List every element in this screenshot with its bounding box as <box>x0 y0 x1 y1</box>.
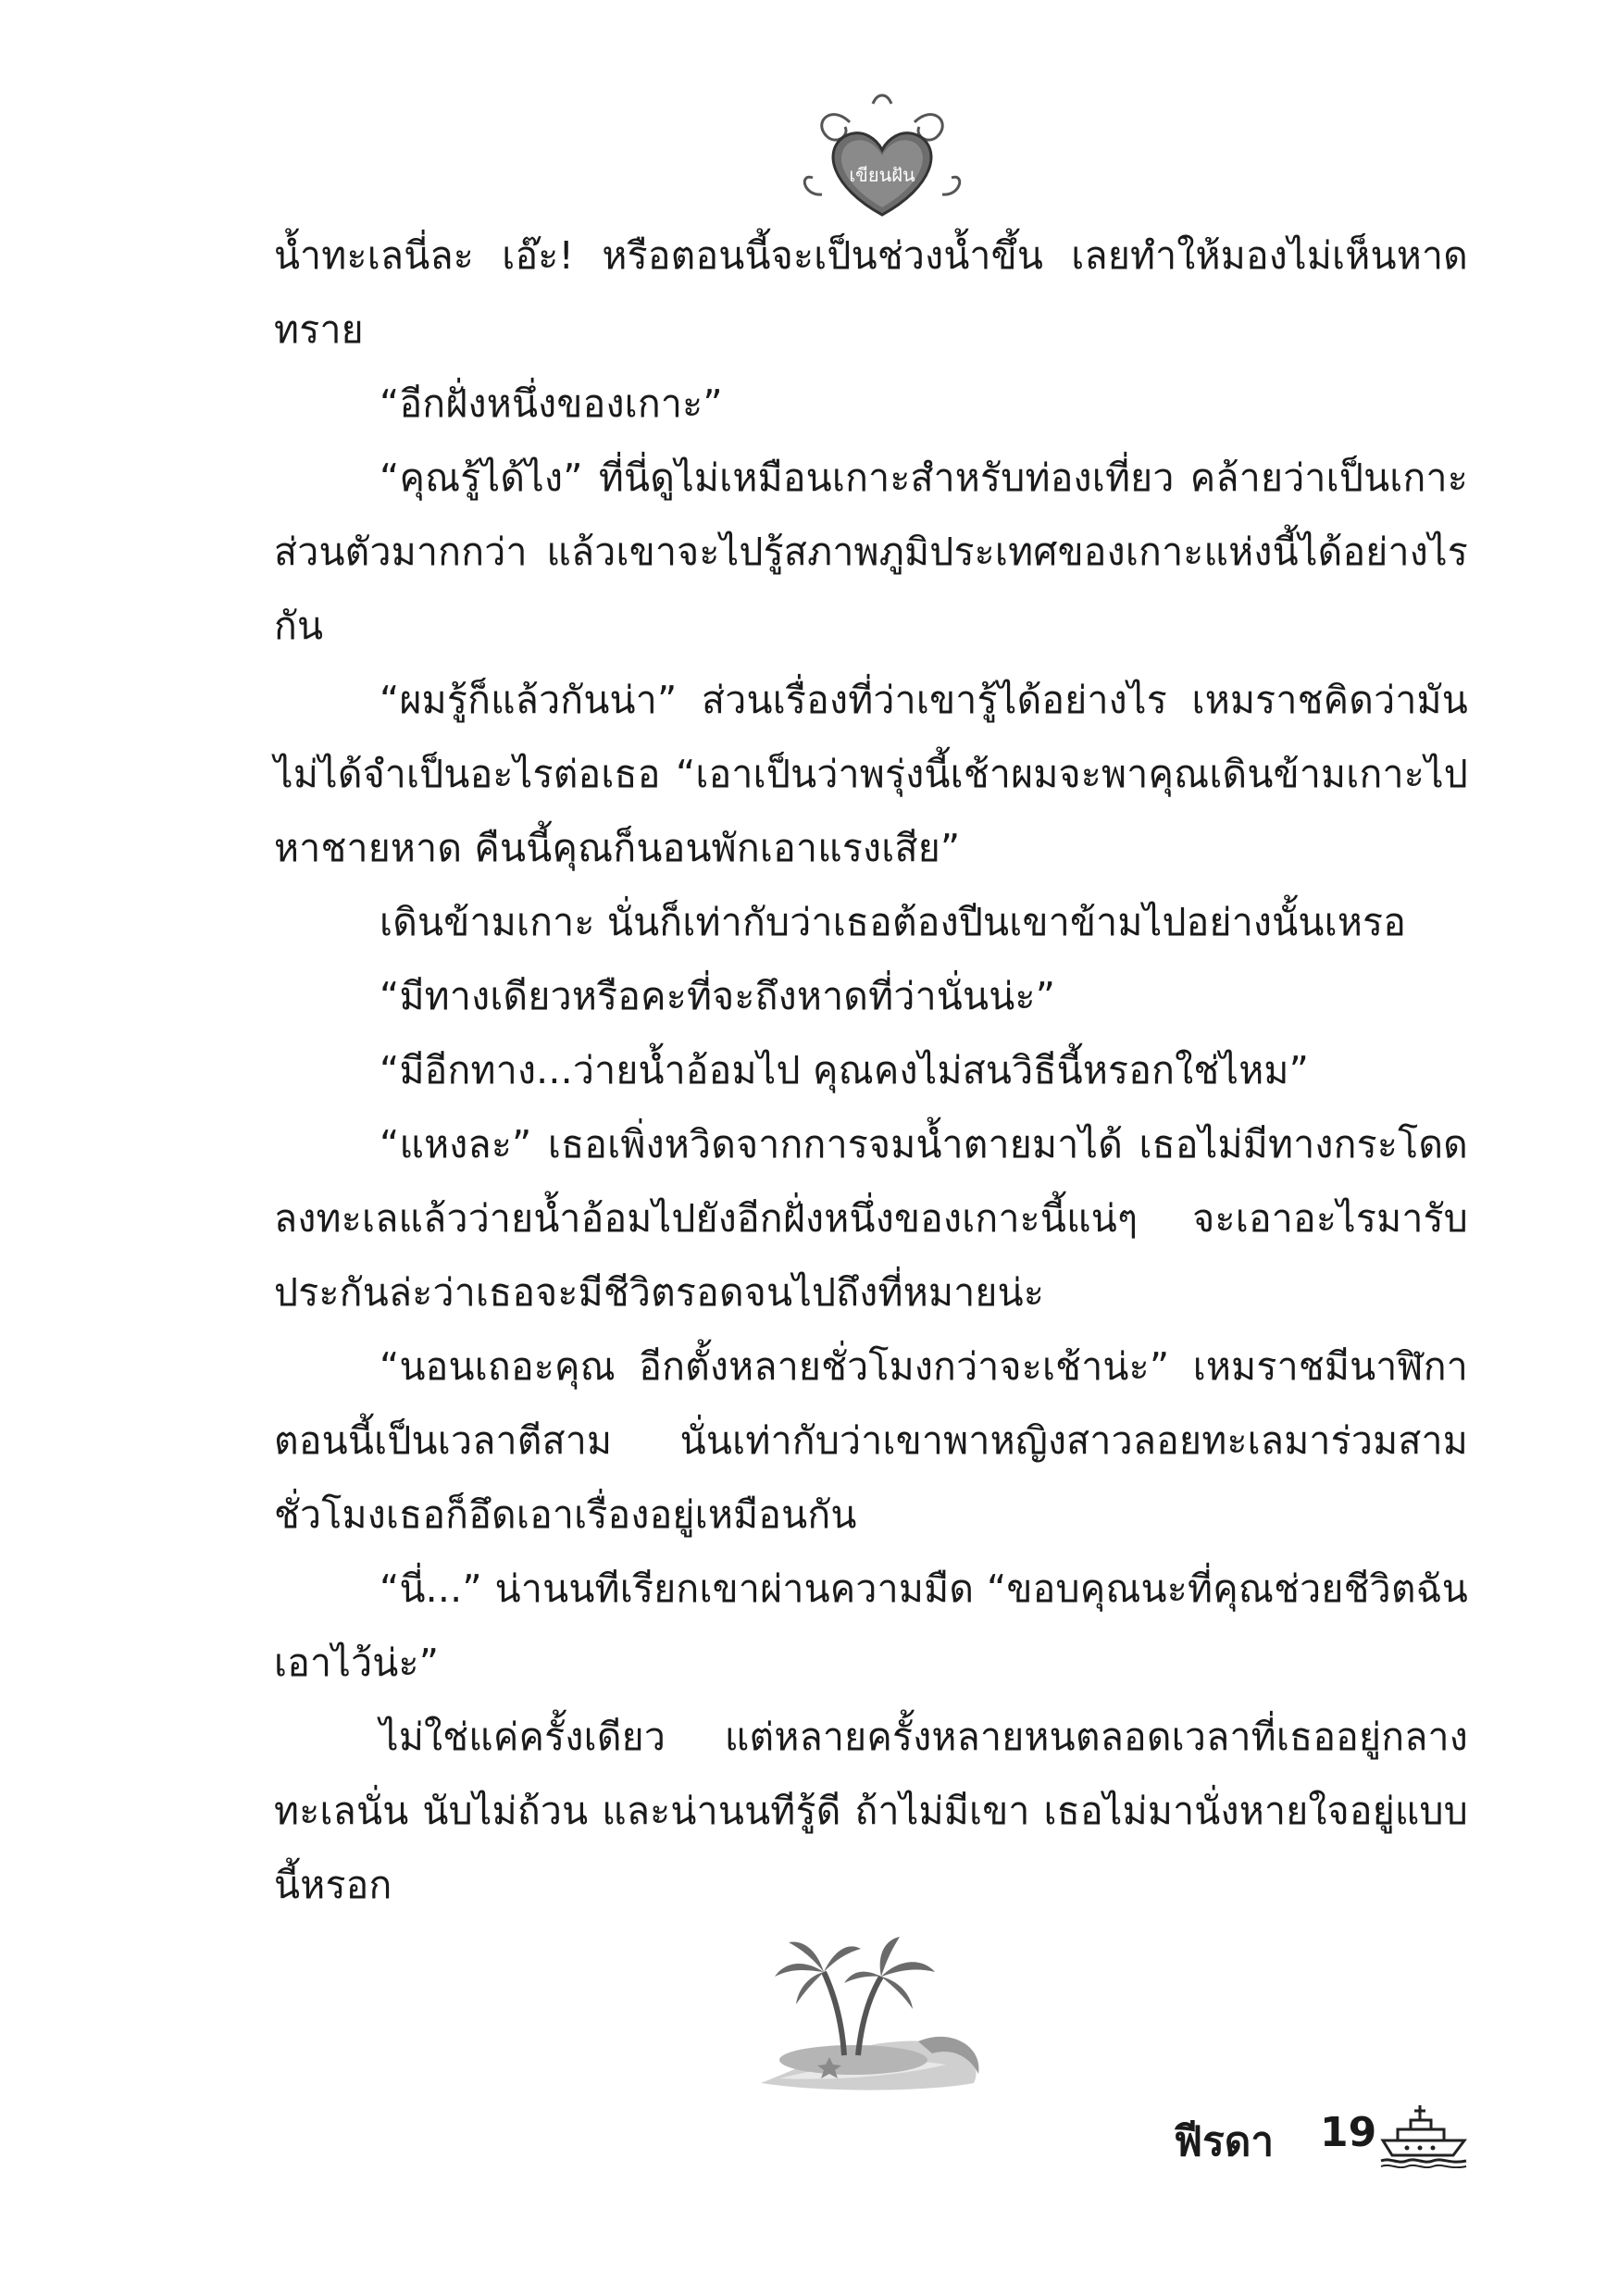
paragraph: น้ำทะเลนี่ละ เอ๊ะ! หรือตอนนี้จะเป็นช่วงน้ำขึ้น เลยทำให้มองไม่เห็นหาดทราย <box>274 233 1468 352</box>
paragraph: “มีทางเดียวหรือคะที่จะถึงหาดที่ว่านั่นน่ะ” <box>380 974 1056 1018</box>
ship-icon <box>1379 2102 1468 2168</box>
paragraph: “คุณรู้ได้ไง” ที่นี่ดูไม่เหมือนเกาะสำหรับท่องเที่ยว คล้ายว่าเป็นเกาะส่วนตัวมากกว่า แล้วเขาจะไปรู้สภาพภูมิประเทศของเกาะแห่งนี้ได้อย่างไรกัน <box>274 455 1468 648</box>
body-text <box>274 218 1468 1922</box>
ornate-heart-emblem-icon <box>794 85 970 224</box>
paragraph: “นี่...” น่านนทีเรียกเขาผ่านความมืด “ขอบคุณนะที่คุณช่วยชีวิตฉันเอาไว้น่ะ” <box>274 1566 1468 1685</box>
paragraph: “อีกฝั่งหนึ่งของเกาะ” <box>380 381 723 426</box>
palm-island-icon <box>752 1926 992 2102</box>
paragraph: “นอนเถอะคุณ อีกตั้งหลายชั่วโมงกว่าจะเช้าน่ะ” เหมราชมีนาฬิกาตอนนี้เป็นเวลาตีสาม นั่นเท่ากับว่าเขาพาหญิงสาวลอยทะเลมาร่วมสามชั่วโมงเธอก็อึดเอาเรื่องอยู่เหมือนกัน <box>274 1344 1468 1537</box>
page-number: 19 <box>1320 2109 1377 2156</box>
paragraph: ไม่ใช่แค่ครั้งเดียว แต่หลายครั้งหลายหนตลอดเวลาที่เธออยู่กลางทะเลนั่น นับไม่ถ้วน และน่านนทีรู้ดี ถ้าไม่มีเขา เธอไม่มานั่งหายใจอยู่แบบนี้หรอก <box>274 1715 1468 1907</box>
logo-text: เขียนฝัน <box>849 164 915 186</box>
paragraph: “แหงละ” เธอเพิ่งหวิดจากการจมน้ำตายมาได้ เธอไม่มีทางกระโดดลงทะเลแล้วว่ายน้ำอ้อมไปยังอีกฝั่งหนึ่งของเกาะนี้แน่ๆ จะเอาอะไรมารับประกันล่ะว่าเธอจะมีชีวิตรอดจนไปถึงที่หมายน่ะ <box>274 1122 1468 1315</box>
page-footer <box>1174 2102 1479 2176</box>
paragraph: “มีอีกทาง...ว่ายน้ำอ้อมไป คุณคงไม่สนวิธีนี้หรอกใช่ไหม” <box>380 1048 1310 1092</box>
book-title: ฟีรดา <box>1174 2118 1275 2165</box>
paragraph: เดินข้ามเกาะ นั่นก็เท่ากับว่าเธอต้องปีนเขาข้ามไปอย่างนั้นเหรอ <box>380 900 1407 944</box>
paragraph: “ผมรู้ก็แล้วกันน่า” ส่วนเรื่องที่ว่าเขารู้ได้อย่างไร เหมราชคิดว่ามันไม่ได้จำเป็นอะไรต่อเธอ “เอาเป็นว่าพรุ่งนี้เช้าผมจะพาคุณเดินข้ามเกาะไปหาชายหาด คืนนี้คุณก็นอนพักเอาแรงเสีย” <box>274 678 1468 870</box>
